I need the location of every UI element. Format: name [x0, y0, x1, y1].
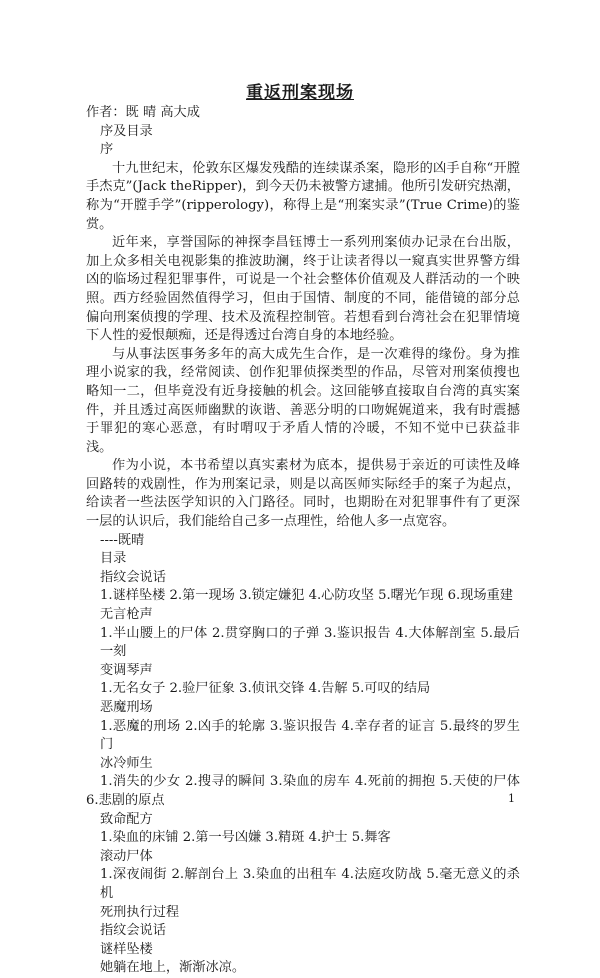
toc-section-title: 变调琴声: [100, 662, 153, 678]
preface-heading: 序: [100, 142, 114, 158]
toc-section-items: 1.无名女子 2.验尸征象 3.侦讯交锋 4.告解 5.可叹的结局: [100, 681, 431, 697]
toc-section-title: 无言枪声: [100, 607, 153, 623]
toc-section-title: 恶魔刑场: [100, 700, 153, 715]
signature: ----既晴: [100, 532, 145, 548]
toc-heading: 序及目录: [100, 123, 153, 139]
closing-line: 谜样坠楼: [100, 941, 153, 957]
preface-paragraph-3: 与从事法医事务多年的高大成先生合作，是一次难得的缘份。身为推理小说家的我，经常阅读、创作犯罪侦探类型的作品，尽管对刑案侦搜也略知一二，但毕竟没有近身接触的机会。这回能够直接取自台湾的真实案件，并且透过高医师幽默的诙谐、善恶分明的口吻娓娓道来，我有时震撼于罪犯的寒心恶意，有时喟叹于矛盾人情的冷暖，不知不觉中已获益非浅。: [86, 346, 520, 455]
toc-section-items: 1.半山腰上的尸体 2.贯穿胸口的子弹 3.鉴识报告 4.大体解剖室 5.最后一刻: [100, 625, 520, 660]
closing-line: 她躺在地上，渐渐冰凉。: [100, 960, 246, 976]
page-number: 1: [508, 792, 515, 805]
toc-section-items: 1.恶魔的刑场 2.凶手的轮廓 3.鉴识报告 4.幸存者的证言 5.最终的罗生门: [100, 718, 520, 753]
contents-label: 目录: [100, 551, 127, 567]
author-line: 作者：既 晴 高大成: [86, 105, 200, 120]
document-body: [86, 104, 520, 978]
closing-line: 死刑执行过程: [100, 904, 180, 920]
page-title: 重返刑案现场: [246, 83, 354, 103]
toc-section-items: 1.深夜闹街 2.解剖台上 3.染血的出租车 4.法庭攻防战 5.毫无意义的杀机: [100, 867, 520, 901]
toc-section-title: 致命配方: [100, 811, 153, 827]
toc-section-items: 1.谜样坠楼 2.第一现场 3.锁定嫌犯 4.心防攻坚 5.曙光乍现 6.现场重建: [100, 588, 513, 604]
toc-section-title: 滚动尸体: [100, 848, 153, 864]
preface-paragraph-1: 十九世纪末，伦敦东区爆发残酷的连续谋杀案，隐形的凶手自称“开膛手杰克”(Jack theRipper)，到今天仍未被警方逮捕。他所引发研究热潮，称为“开膛手学”(ripperology)，称得上是“刑案实录”(True Crime)的鉴赏。: [86, 160, 520, 232]
closing-line: 指纹会说话: [100, 923, 166, 939]
preface-paragraph-4: 作为小说，本书希望以真实素材为底本，提供易于亲近的可读性及峰回路转的戏剧性，作为刑案记录，则是以高医师实际经手的案子为起点，给读者一些法医学知识的入门路径。同时，也期盼在对犯罪事件有了更深一层的认识后，我们能给自己多一点理性，给他人多一点宽容。: [86, 458, 520, 530]
preface-paragraph-2: 近年来，享誉国际的神探李昌钰博士一系列刑案侦办记录在台出版，加上众多相关电视影集的推波助澜，终于让读者得以一窥真实世界警方缉凶的临场过程犯罪事件，可说是一个社会整体价值观及人群活动的一个映照。西方经验固然值得学习，但由于国情、制度的不同，能借镜的部分总偏向刑案侦搜的学理、技术及流程控制管。若想看到台湾社会在犯罪情境下人性的爱恨颠痴，还是得透过台湾自身的本地经验。: [86, 235, 520, 344]
toc-section-title: 指纹会说话: [100, 569, 166, 585]
toc-section-title: 冰冷师生: [100, 755, 153, 771]
toc-section-items: 1.染血的床铺 2.第一号凶嫌 3.精斑 4.护士 5.舞客: [100, 830, 391, 846]
toc-section-items: 1.消失的少女 2.搜寻的瞬间 3.染血的房车 4.死前的拥抱 5.天使的尸体 6.悲剧的原点: [86, 774, 520, 808]
